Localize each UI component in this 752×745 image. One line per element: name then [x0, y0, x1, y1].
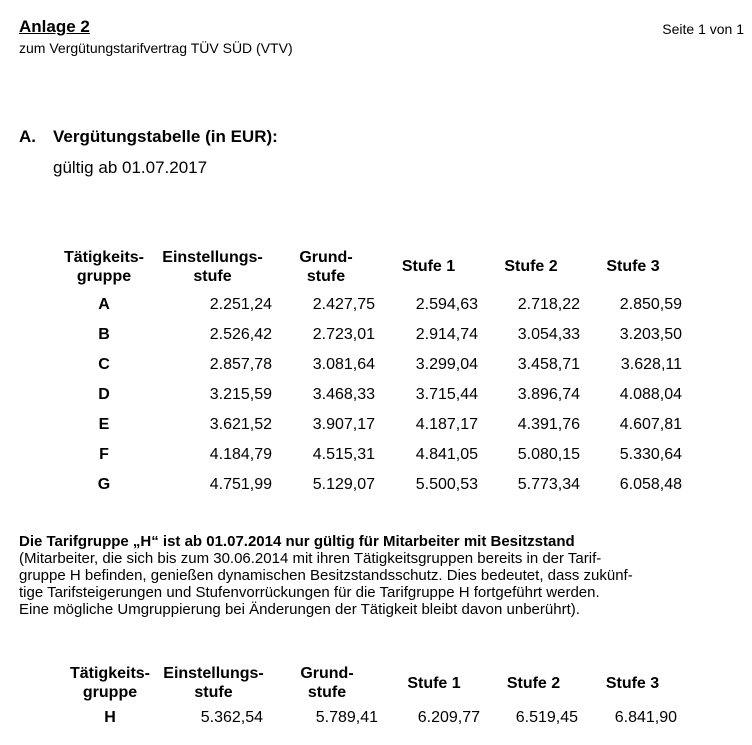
column-header: Einstellungs- stufe: [163, 665, 264, 701]
salary-value-cell: 5.500,53: [415, 476, 478, 493]
table-row: [58, 320, 684, 350]
salary-value-cell: 5.773,34: [517, 476, 580, 493]
salary-value-cell: 3.215,59: [209, 386, 272, 403]
table-row: [58, 350, 684, 380]
salary-value-cell: 4.187,17: [415, 416, 478, 433]
salary-value-cell: 4.841,05: [415, 446, 478, 463]
column-header: Stufe 1: [401, 258, 456, 275]
salary-value-cell: 2.594,63: [415, 296, 478, 313]
page-number: Seite 1 von 1: [662, 21, 744, 37]
column-header: Einstellungs- stufe: [162, 248, 263, 285]
salary-value-cell: 3.458,71: [517, 356, 580, 373]
salary-value-cell: 5.129,07: [312, 476, 375, 493]
salary-group-cell: D: [98, 386, 110, 403]
salary-group-cell: B: [98, 326, 110, 343]
column-header: Tätigkeits- gruppe: [69, 665, 150, 701]
group-h-note-line: (Mitarbeiter, die sich bis zum 30.06.2014 mit ihren Tätigkeitsgruppen bereits in der Tarif-: [19, 550, 602, 567]
table-row: [58, 380, 684, 410]
salary-value-cell: 3.628,11: [620, 356, 682, 373]
salary-value-cell: 2.718,22: [517, 296, 580, 313]
column-header: Grund- stufe: [299, 248, 353, 285]
salary-value-cell: 6.209,77: [417, 709, 480, 726]
group-h-note-title: Die Tarifgruppe „H“ ist ab 01.07.2014 nur gültig für Mitarbeiter mit Besitzstand: [19, 533, 575, 550]
salary-value-cell: 6.519,45: [515, 709, 578, 726]
salary-value-cell: 3.468,33: [312, 386, 375, 403]
salary-value-cell: 6.841,90: [614, 709, 677, 726]
validity-date: gültig ab 01.07.2017: [53, 158, 208, 177]
salary-value-cell: 4.184,79: [209, 446, 272, 463]
salary-value-cell: 6.058,48: [619, 476, 682, 493]
salary-group-cell: H: [104, 709, 116, 726]
salary-value-cell: 5.080,15: [517, 446, 580, 463]
salary-value-cell: 5.362,54: [200, 709, 263, 726]
column-header: Tätigkeits- gruppe: [63, 248, 144, 285]
salary-group-cell: C: [98, 356, 110, 373]
salary-value-cell: 3.054,33: [517, 326, 580, 343]
column-header: Stufe 2: [506, 674, 561, 692]
salary-value-cell: 4.515,31: [312, 446, 375, 463]
section-number: A.: [19, 127, 36, 146]
salary-value-cell: 4.088,04: [619, 386, 682, 403]
salary-value-cell: 2.723,01: [312, 326, 375, 343]
salary-value-cell: 5.789,41: [315, 709, 378, 726]
salary-value-cell: 3.896,74: [517, 386, 580, 403]
table-row: [58, 290, 684, 320]
column-header: Grund- stufe: [300, 665, 354, 701]
salary-group-cell: F: [99, 446, 109, 463]
document-subtitle: zum Vergütungstarifvertrag TÜV SÜD (VTV): [19, 40, 293, 56]
salary-value-cell: 2.914,74: [415, 326, 478, 343]
salary-group-cell: G: [97, 476, 111, 493]
group-h-table: [63, 661, 682, 731]
column-header: Stufe 3: [605, 674, 660, 692]
salary-group-cell: E: [98, 416, 110, 433]
salary-value-cell: 4.607,81: [619, 416, 682, 433]
salary-value-cell: 3.621,52: [209, 416, 272, 433]
salary-group-cell: A: [98, 296, 110, 313]
salary-table: [58, 243, 684, 500]
group-h-note-line: tige Tarifsteigerungen und Stufenvorrückungen für die Tarifgruppe H fortgeführt werden.: [19, 584, 600, 601]
salary-value-cell: 3.081,64: [312, 356, 375, 373]
salary-value-cell: 3.715,44: [415, 386, 478, 403]
salary-value-cell: 3.203,50: [619, 326, 682, 343]
column-header: Stufe 2: [504, 258, 558, 275]
table-row: [58, 410, 684, 440]
salary-value-cell: 2.251,24: [209, 296, 272, 313]
salary-value-cell: 2.427,75: [312, 296, 375, 313]
salary-value-cell: 4.751,99: [209, 476, 272, 493]
salary-value-cell: 4.391,76: [517, 416, 580, 433]
column-header: Stufe 1: [407, 674, 461, 692]
group-h-note-line: Eine mögliche Umgruppierung bei Änderungen der Tätigkeit bleibt davon unberührt).: [19, 601, 580, 618]
table-row: [58, 470, 684, 500]
salary-value-cell: 2.857,78: [209, 356, 272, 373]
salary-value-cell: 5.330,64: [619, 446, 682, 463]
group-h-note-line: gruppe H befinden, genießen dynamischen Besitzstandsschutz. Dies bedeutet, dass zukünf-: [19, 567, 633, 584]
salary-value-cell: 2.526,42: [209, 326, 272, 343]
salary-value-cell: 3.907,17: [312, 416, 375, 433]
table-row: [58, 440, 684, 470]
section-title: Vergütungstabelle (in EUR):: [53, 127, 278, 146]
column-header: Stufe 3: [606, 258, 660, 275]
salary-value-cell: 3.299,04: [415, 356, 478, 373]
salary-value-cell: 2.850,59: [619, 296, 682, 313]
table-row: [63, 705, 682, 731]
document-title: Anlage 2: [19, 17, 90, 36]
